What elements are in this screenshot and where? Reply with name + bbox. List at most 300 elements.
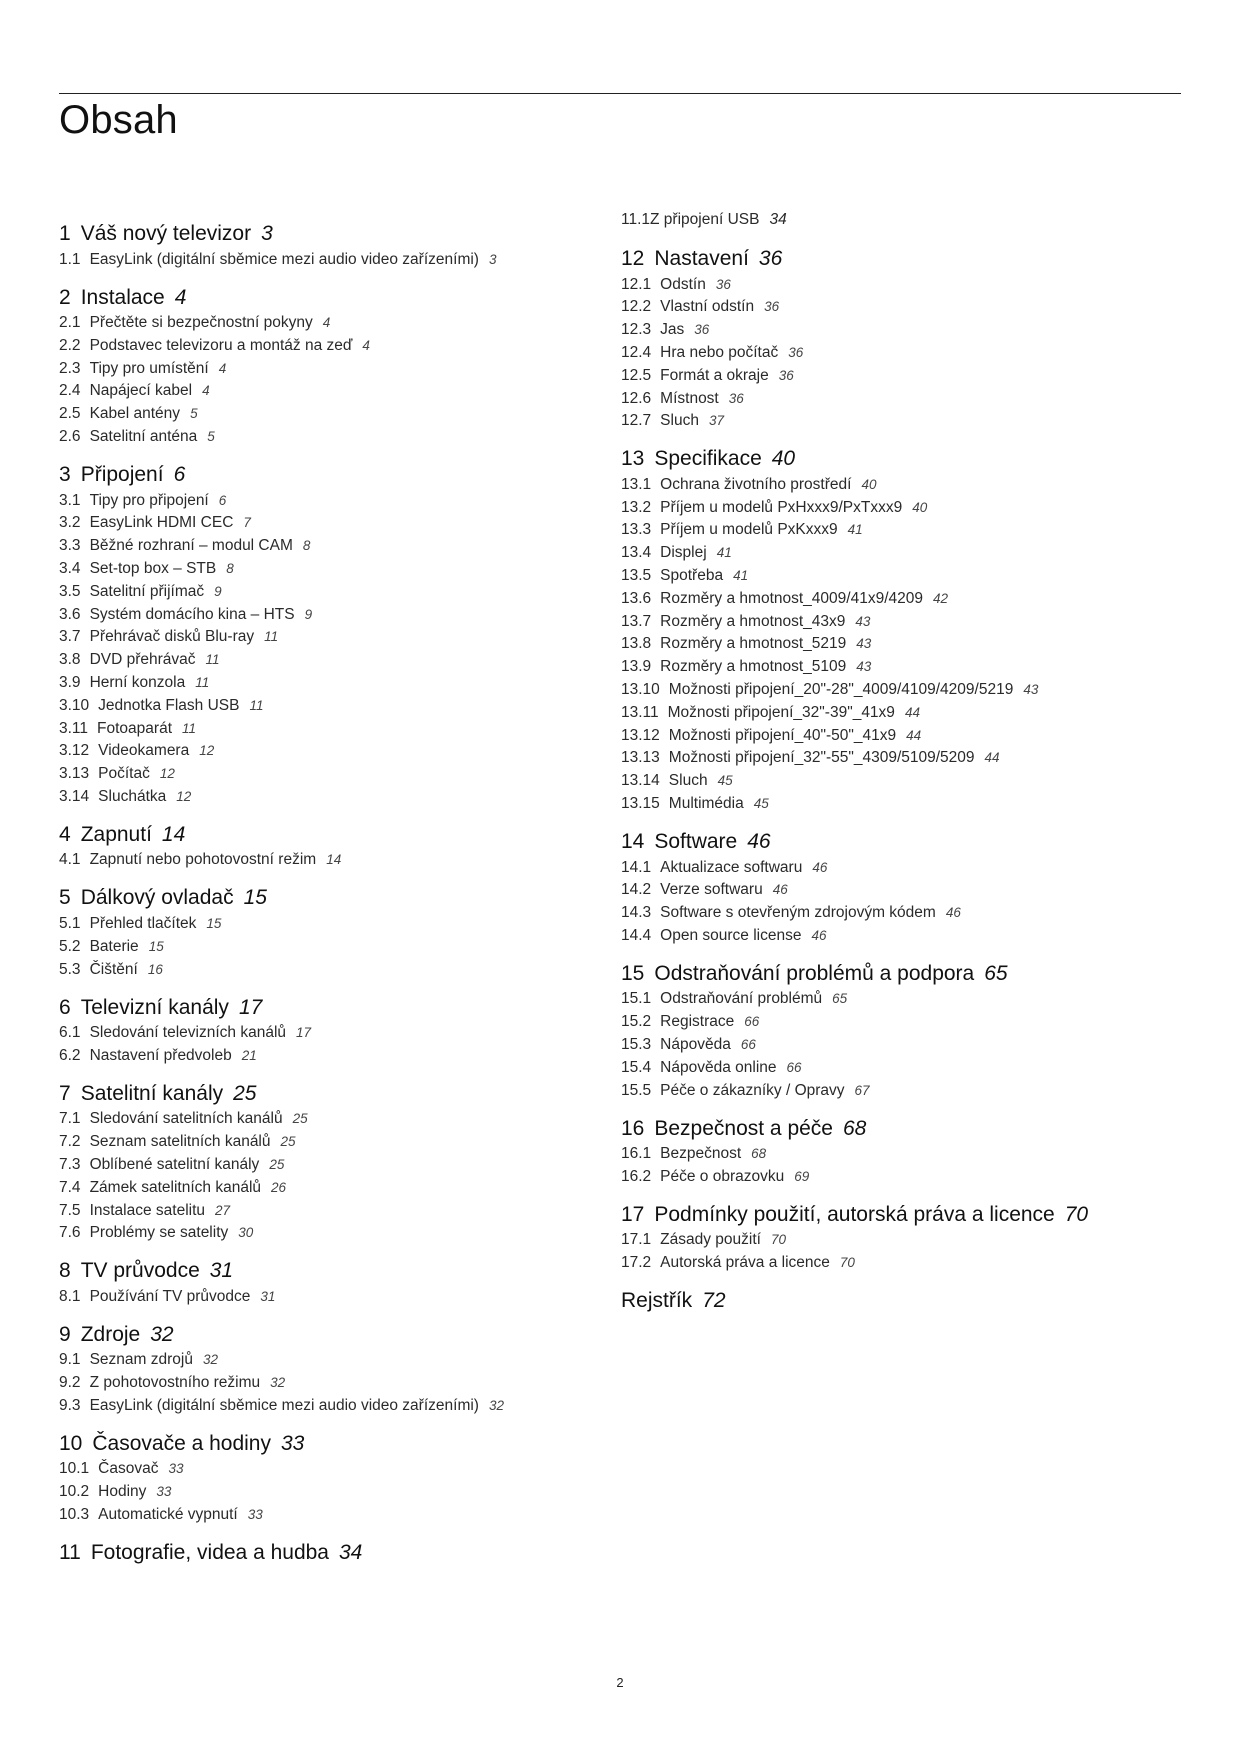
toc-subsection[interactable] [59,606,312,624]
toc-subsection-number: 14.1 [621,858,652,876]
toc-chapter-page: 32 [150,1322,174,1346]
toc-subsection[interactable] [621,772,733,790]
toc-subsection-number: 5.1 [59,914,81,932]
toc-subsection-lead-number: 11.1 [621,211,651,228]
toc-subsection[interactable] [59,1224,253,1242]
toc-subsection[interactable] [621,859,827,877]
toc-subsection-title: EasyLink HDMI CEC [89,514,234,532]
toc-subsection[interactable] [621,412,724,430]
toc-subsection-title: Automatické vypnutí [98,1506,238,1523]
toc-chapter-title: Specifikace [654,447,762,471]
toc-subsection-title: Oblíbené satelitní kanály [89,1155,260,1173]
toc-subsection[interactable] [621,927,827,945]
toc-subsection-page: 14 [326,852,342,868]
toc-subsection[interactable] [59,1460,184,1478]
toc-subsection-number: 7.5 [59,1201,81,1219]
toc-subsection-page: 70 [770,1232,787,1248]
toc-subsection[interactable] [59,720,196,738]
toc-subsection-number: 17.2 [621,1254,652,1272]
toc-subsection[interactable] [59,628,278,646]
toc-subsection-title: Možnosti připojení_32"-39"_41x9 [667,703,895,721]
toc-subsection-title: Rozměry a hmotnost_5219 [660,635,847,653]
toc-subsection-title: Místnost [660,389,719,407]
toc-subsection-page: 27 [215,1202,231,1218]
toc-subsection-title: Tipy pro umístění [89,359,209,377]
toc-subsection-title: Sluchátka [98,787,167,805]
toc-chapter[interactable] [621,1203,1088,1227]
toc-chapter-page: 36 [758,247,783,270]
toc-subsection-number: 10.3 [59,1506,90,1523]
toc-subsection-page: 21 [241,1047,257,1063]
toc-subsection-page: 44 [906,727,922,743]
toc-subsection-number: 7.2 [59,1133,81,1151]
toc-subsection-number: 7.6 [59,1224,81,1242]
toc-chapter[interactable] [621,830,771,854]
toc-subsection[interactable] [621,749,1000,767]
toc-chapter-title: Připojení [80,463,164,486]
toc-subsection-page: 3 [488,251,497,267]
toc-chapter-title: Software [654,830,738,853]
toc-subsection-title: Běžné rozhraní – modul CAM [89,537,293,555]
toc-subsection-number: 13.4 [621,544,652,562]
toc-subsection-page: 16 [147,961,163,977]
toc-chapter-number: 1 [59,222,71,245]
toc-subsection[interactable] [621,367,794,385]
toc-subsection[interactable] [621,904,961,922]
toc-chapter[interactable] [621,447,795,471]
toc-subsection-title: Nápověda online [660,1058,777,1076]
toc-subsection[interactable] [59,1024,311,1042]
toc-chapter-title: Satelitní kanály [80,1081,224,1105]
toc-subsection-page: 68 [751,1146,767,1162]
toc-subsection[interactable] [621,1013,759,1031]
toc-subsection[interactable] [59,360,226,378]
toc-subsection-title: DVD přehrávač [89,651,196,669]
toc-subsection[interactable] [621,1145,766,1163]
toc-subsection-page: 30 [238,1225,254,1241]
toc-subsection[interactable] [621,544,732,562]
toc-subsection[interactable] [59,1179,286,1197]
toc-subsection-number: 3.6 [59,605,81,623]
toc-subsection-page: 41 [733,568,749,583]
toc-chapter-page: 14 [161,822,186,846]
toc-chapter[interactable] [59,463,185,487]
toc-subsection[interactable] [621,704,920,722]
toc-subsection[interactable] [59,337,370,355]
toc-subsection-title: Z pohotovostního režimu [89,1374,261,1392]
toc-subsection[interactable] [59,1110,308,1128]
toc-subsection-page: 37 [708,413,724,429]
toc-subsection-number: 7.1 [59,1110,81,1128]
toc-chapter-page: 31 [209,1259,234,1283]
toc-subsection-number: 3.10 [59,696,90,714]
toc-subsection[interactable] [59,314,330,332]
toc-subsection-number: 15.4 [621,1058,652,1076]
toc-chapter-title: Podmínky použití, autorská práva a licence [654,1202,1055,1226]
toc-subsection-lead-title: Z připojení USB [650,211,760,228]
toc-subsection[interactable] [621,1036,756,1054]
toc-subsection-title: Set-top box – STB [89,559,217,577]
toc-subsection-number: 12.5 [621,366,652,384]
toc-chapter[interactable] [59,1323,174,1347]
toc-subsection[interactable] [59,251,496,269]
toc-subsection[interactable] [621,321,709,339]
toc-subsection-title: Přehled tlačítek [89,914,197,932]
toc-subsection[interactable] [621,727,921,745]
toc-subsection-title: Hra nebo počítač [660,343,779,361]
toc-subsection-title: Herní konzola [89,673,186,691]
toc-subsection-page: 12 [159,766,175,782]
toc-subsection[interactable] [621,298,779,316]
toc-subsection-page: 43 [856,659,872,675]
toc-subsection-number: 12.6 [621,389,652,407]
toc-chapter-number: 9 [59,1322,71,1346]
toc-subsection-title: Rozměry a hmotnost_43x9 [660,612,846,630]
toc-chapter[interactable] [59,996,262,1020]
toc-chapter[interactable] [59,286,186,310]
page-title: Obsah [59,98,178,142]
toc-subsection[interactable] [59,651,220,669]
toc-subsection[interactable] [59,938,164,956]
toc-chapter-title: Rejstřík [621,1289,693,1313]
toc-subsection-number: 3.1 [59,491,81,509]
toc-subsection-title: Formát a okraje [660,366,769,384]
toc-subsection[interactable] [621,344,803,362]
toc-chapter[interactable] [621,247,782,271]
toc-subsection-number: 10.1 [59,1460,90,1478]
toc-subsection-number: 17.1 [621,1231,652,1249]
toc-subsection[interactable] [621,1254,855,1272]
toc-chapter-title: Zapnutí [80,822,152,846]
toc-subsection[interactable] [59,583,222,601]
toc-subsection-title: Satelitní přijímač [89,582,205,600]
toc-subsection[interactable] [621,635,871,653]
toc-subsection-page: 46 [812,859,828,875]
toc-subsection-number: 3.11 [59,719,89,737]
toc-subsection-title: Péče o zákazníky / Opravy [660,1081,845,1099]
toc-subsection-number: 13.11 [621,703,659,721]
toc-chapter-number: 3 [59,463,71,486]
toc-subsection[interactable] [621,590,948,608]
toc-subsection-number: 5.3 [59,960,81,978]
toc-subsection-number: 14.3 [621,904,652,922]
toc-chapter-number: 8 [59,1259,71,1283]
toc-subsection-title: Příjem u modelů PxHxxx9/PxTxxx9 [660,498,903,516]
toc-subsection-number: 13.6 [621,589,652,607]
toc-subsection-title: Verze softwaru [660,881,763,899]
toc-subsection[interactable] [621,795,769,813]
toc-subsection-number: 15.3 [621,1036,652,1053]
toc-subsection-title: Ochrana životního prostředí [660,475,852,493]
toc-chapter-page: 33 [280,1431,305,1455]
toc-subsection-number: 1.1 [59,250,81,268]
toc-subsection-number: 16.1 [621,1145,652,1163]
toc-subsection-page: 33 [247,1507,263,1522]
toc-subsection[interactable] [59,788,191,806]
toc-subsection[interactable] [59,382,210,400]
toc-subsection-page: 66 [786,1059,802,1075]
toc-subsection[interactable] [621,567,748,585]
toc-subsection-page: 67 [854,1082,870,1098]
toc-subsection[interactable] [59,1047,257,1065]
toc-subsection-number: 9.1 [59,1351,81,1369]
toc-subsection-title: Multimédia [668,795,744,812]
toc-subsection-page: 33 [156,1484,172,1500]
toc-chapter-page: 4 [174,285,187,309]
toc-subsection-title: Videokamera [98,742,190,760]
toc-subsection[interactable] [621,521,863,539]
toc-subsection-title: Odstraňování problémů [660,990,823,1008]
toc-subsection-page: 9 [214,583,222,599]
toc-subsection-title: Možnosti připojení_20"-28"_4009/4109/4209/5219 [668,681,1014,698]
toc-subsection[interactable] [59,1202,230,1220]
toc-chapter[interactable] [59,222,273,246]
toc-subsection-title: Rozměry a hmotnost_5109 [660,658,847,676]
toc-subsection[interactable] [59,1156,284,1174]
toc-subsection[interactable] [59,1397,504,1415]
toc-subsection-page: 11 [182,720,197,736]
toc-subsection-page: 8 [226,560,234,576]
toc-chapter-number: 2 [59,285,71,309]
toc-chapter[interactable] [59,886,267,910]
toc-subsection-page: 43 [1023,682,1039,697]
toc-subsection-number: 12.4 [621,343,652,361]
toc-subsection-page: 41 [847,522,863,538]
toc-subsection-title: Péče o obrazovku [660,1167,785,1185]
toc-subsection-page: 4 [218,360,227,376]
toc-subsection[interactable] [59,915,221,933]
toc-subsection-number: 12.1 [621,275,652,293]
toc-subsection[interactable] [59,961,163,979]
toc-chapter[interactable] [59,823,185,847]
toc-subsection[interactable] [59,1506,263,1524]
toc-subsection-page: 40 [912,499,928,515]
toc-subsection-number: 13.14 [621,772,660,790]
toc-chapter-number: 12 [621,247,645,270]
toc-subsection-page: 36 [728,390,744,406]
toc-subsection[interactable] [621,499,927,517]
toc-subsection-page: 5 [207,429,215,444]
toc-subsection-title: Zámek satelitních kanálů [89,1178,262,1196]
toc-subsection[interactable] [59,674,209,692]
toc-subsection[interactable] [621,1231,786,1249]
toc-subsection-title: Systém domácího kina – HTS [89,605,295,623]
toc-subsection-title: Možnosti připojení_32"-55"_4309/5109/5209 [668,749,975,767]
toc-subsection-page: 11 [195,674,210,690]
toc-chapter[interactable] [59,1082,256,1106]
toc-subsection-title: Registrace [660,1013,735,1031]
toc-subsection[interactable] [59,1288,275,1306]
toc-subsection-title: Tipy pro připojení [89,491,209,509]
toc-subsection[interactable] [621,681,1038,699]
toc-chapter-title: Dálkový ovladač [80,886,234,910]
toc-subsection-page: 69 [794,1168,810,1184]
toc-subsection-number: 10.2 [59,1483,90,1501]
toc-subsection-title: Seznam satelitních kanálů [89,1133,271,1151]
toc-subsection-title: Rozměry a hmotnost_4009/41x9/4209 [660,589,923,607]
toc-subsection-number: 2.1 [59,314,81,331]
toc-subsection-number: 3.7 [59,628,81,646]
toc-subsection-number: 3.3 [59,537,81,555]
toc-chapter-title: Váš nový televizor [80,222,252,245]
toc-subsection-title: Autorská práva a licence [660,1254,830,1272]
toc-chapter-number: 4 [59,822,71,846]
toc-chapter-page: 46 [747,830,771,853]
toc-subsection-page: 40 [861,476,877,492]
toc-subsection-number: 9.3 [59,1396,81,1414]
toc-chapter[interactable] [621,962,1008,986]
toc-subsection-page: 41 [716,545,732,561]
toc-chapter-page: 72 [702,1289,726,1313]
toc-subsection[interactable] [621,276,731,294]
toc-subsection-number: 3.14 [59,787,90,805]
toc-subsection[interactable] [621,1082,870,1100]
toc-chapter-number: 10 [59,1431,83,1455]
toc-subsection-title: Počítač [98,765,150,783]
toc-subsection-title: Sledování televizních kanálů [89,1024,287,1041]
toc-subsection-title: Fotoaparát [97,719,172,737]
toc-subsection-number: 13.1 [621,475,652,493]
toc-subsection-title: Problémy se satelity [89,1224,229,1242]
toc-subsection-title: Sluch [668,772,708,790]
toc-subsection-title: Instalace satelitu [89,1201,206,1219]
toc-subsection[interactable] [621,1059,802,1077]
toc-chapter[interactable] [59,1541,362,1565]
toc-subsection-page: 44 [904,704,920,720]
toc-subsection-number: 13.9 [621,658,652,676]
toc-subsection-page: 25 [280,1134,296,1150]
toc-chapter-page: 40 [771,447,796,471]
toc-subsection[interactable] [59,697,263,715]
toc-subsection-page: 65 [832,991,848,1007]
toc-chapter[interactable] [59,1432,304,1456]
toc-subsection-number: 12.3 [621,321,652,339]
toc-subsection[interactable] [59,1483,171,1501]
toc-subsection-title: Spotřeba [660,567,724,584]
toc-subsection-page: 46 [772,882,788,898]
toc-subsection-page: 36 [764,299,780,315]
toc-chapter-page: 65 [984,961,1008,985]
toc-subsection-number: 13.13 [621,749,660,767]
toc-subsection[interactable] [59,1374,285,1392]
toc-subsection[interactable] [621,390,744,408]
toc-subsection[interactable] [621,881,788,899]
toc-subsection-number: 4.1 [59,851,81,869]
toc-subsection[interactable] [59,742,214,760]
toc-subsection-page: 66 [744,1014,760,1030]
toc-subsection-number: 13.12 [621,726,660,744]
toc-chapter-title: Zdroje [80,1322,141,1346]
toc-subsection-number: 12.2 [621,298,652,316]
toc-subsection-page: 4 [202,383,210,399]
toc-subsection-page: 12 [199,743,215,759]
toc-chapter-number: 16 [621,1116,645,1140]
toc-subsection[interactable] [59,560,234,578]
toc-subsection-number: 12.7 [621,412,652,430]
toc-subsection-lead-page: 34 [769,211,787,228]
toc-subsection[interactable] [621,658,871,676]
toc-subsection-title: Sluch [660,412,699,430]
toc-subsection-title: Odstín [660,275,706,293]
toc-chapter-number: 14 [621,830,645,853]
toc-chapter-title: Fotografie, videa a hudba [90,1541,329,1564]
toc-chapter-title: Televizní kanály [80,995,229,1019]
toc-subsection-page: 43 [856,636,872,652]
toc-subsection[interactable] [59,514,251,532]
toc-subsection-page: 15 [206,915,222,931]
toc-subsection-page: 36 [694,322,710,338]
toc-subsection-title: Hodiny [98,1483,147,1501]
toc-chapter-page: 17 [238,995,263,1019]
toc-subsection-page: 17 [296,1025,312,1040]
toc-subsection[interactable] [621,613,870,631]
toc-subsection-title: Přečtěte si bezpečnostní pokyny [89,314,313,331]
toc-subsection-number: 13.10 [621,681,660,698]
toc-subsection-page: 8 [302,538,311,554]
toc-subsection-page: 45 [717,773,733,789]
toc-subsection-page: 36 [778,367,794,383]
toc-subsection-page: 32 [270,1375,286,1391]
toc-subsection-page: 4 [322,315,331,330]
toc-subsection-title: Aktualizace softwaru [660,858,803,876]
toc-subsection[interactable] [59,1133,296,1151]
toc-chapter-page: 3 [261,222,273,245]
toc-subsection[interactable] [59,1351,218,1369]
toc-chapter[interactable] [621,1289,726,1313]
toc-subsection[interactable] [621,990,847,1008]
toc-chapter-page: 70 [1064,1202,1089,1226]
toc-subsection-title: Open source license [660,926,802,944]
toc-subsection-number: 3.9 [59,673,81,691]
toc-subsection-number: 7.4 [59,1178,81,1196]
toc-subsection[interactable] [59,537,310,555]
toc-subsection-page: 36 [788,344,804,360]
toc-subsection-page: 11 [264,629,279,645]
toc-chapter[interactable] [59,1259,233,1283]
toc-chapter[interactable] [621,1117,866,1141]
toc-subsection-title: Software s otevřeným zdrojovým kódem [660,904,936,922]
toc-subsection-page: 46 [945,905,961,921]
toc-chapter-title: Instalace [80,285,165,309]
toc-subsection-title: Vlastní odstín [660,298,755,316]
toc-subsection-page: 66 [740,1037,756,1052]
toc-subsection[interactable] [59,851,341,869]
toc-chapter-title: Bezpečnost a péče [654,1116,833,1140]
toc-subsection[interactable] [59,405,198,423]
toc-chapter-title: TV průvodce [80,1259,200,1283]
toc-subsection-number: 6.1 [59,1024,81,1041]
toc-subsection-number: 2.6 [59,428,81,445]
toc-subsection[interactable] [621,476,876,494]
toc-subsection-title: Baterie [89,937,139,955]
toc-subsection[interactable] [59,492,226,510]
toc-subsection-number: 3.12 [59,742,90,760]
toc-subsection-title: Zapnutí nebo pohotovostní režim [89,851,317,869]
toc-subsection-page: 25 [292,1111,308,1127]
toc-subsection-page: 32 [488,1397,504,1413]
toc-chapter-title: Časovače a hodiny [92,1431,271,1455]
toc-subsection-page: 36 [715,276,731,292]
toc-subsection[interactable] [59,428,215,446]
toc-subsection-page: 31 [260,1288,276,1304]
toc-chapter-page: 68 [842,1116,867,1140]
toc-subsection-title: Kabel antény [89,405,181,423]
toc-subsection-lead[interactable] [621,211,787,229]
toc-subsection[interactable] [59,765,175,783]
toc-subsection[interactable] [621,1168,809,1186]
toc-subsection-title: Možnosti připojení_40"-50"_41x9 [668,726,897,744]
toc-chapter-page: 6 [173,463,186,486]
